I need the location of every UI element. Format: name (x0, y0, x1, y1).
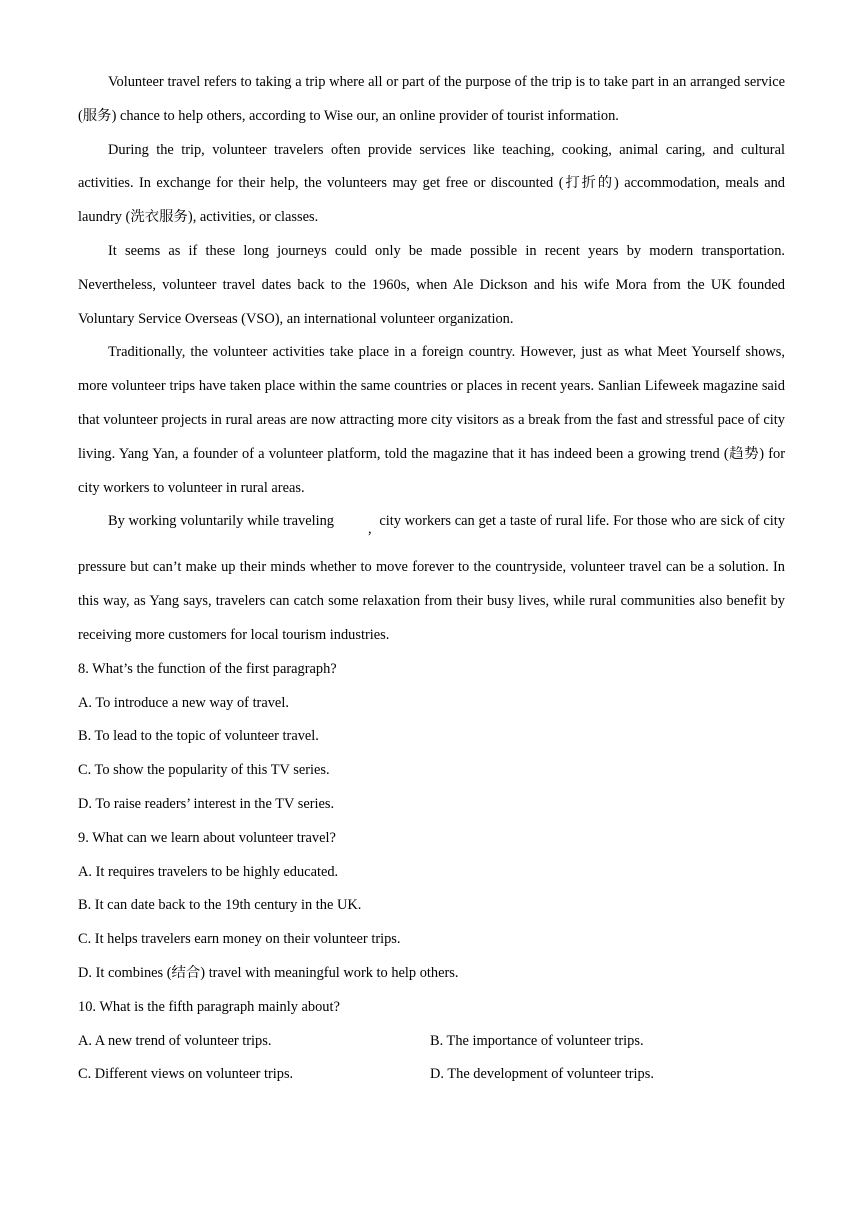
option-d: D. It combines (结合) travel with meaningful work to help others. (78, 964, 459, 981)
paragraph-5-comma: , (367, 521, 372, 538)
question-stem: 10. What is the fifth paragraph mainly about? (78, 998, 340, 1015)
option-c: C. It helps travelers earn money on their volunteer trips. (78, 931, 401, 948)
paragraph-5-rest: city workers can get a taste of rural life. For those who are sick of city pressure but can’t make up their minds whether to move forever to the countryside, volunteer travel can be a solution. In this way, as Yang says, travelers can catch some relaxation from their busy lives, while rural communities also benefit by receiving more customers for local tourism industries. (78, 513, 786, 643)
question-10 (78, 991, 785, 1092)
question-stem: 9. What can we learn about volunteer travel? (78, 829, 336, 846)
option-d: D. To raise readers’ interest in the TV series. (78, 795, 335, 812)
options-row (78, 1058, 785, 1092)
option-b: B. To lead to the topic of volunteer travel. (78, 728, 319, 745)
option-d: D. The development of volunteer trips. (430, 1066, 654, 1083)
question-9 (78, 822, 785, 991)
options-grid (78, 1025, 785, 1093)
options-row (78, 1025, 785, 1059)
exam-page (78, 66, 785, 1092)
passage-paragraph-1: Volunteer travel refers to taking a trip where all or part of the purpose of the trip is to take part in an arranged service (服务) chance to help others, according to Wise our, an online provider of tourist information. (78, 74, 785, 124)
option-a: A. A new trend of volunteer trips. (78, 1032, 272, 1049)
passage-paragraph-4: Traditionally, the volunteer activities take place in a foreign country. However, just as what Meet Yourself shows, more volunteer trips have taken place within the same countries or places in recent years. Sanlian Lifeweek magazine said that volunteer projects in rural areas are now attracting more city visitors as a break from the fast and stressful pace of city living. Yang Yan, a founder of a volunteer platform, told the magazine that it has indeed been a growing trend (趋势) for city workers to volunteer in rural areas. (78, 344, 785, 496)
passage-paragraph-3: It seems as if these long journeys could only be made possible in recent years by modern transportation. Nevertheless, volunteer travel dates back to the 1960s, when Ale Dickson and his wife Mora from the UK founded Voluntary Service Overseas (VSO), an international volunteer organization. (78, 242, 785, 327)
question-8 (78, 653, 785, 822)
option-a: A. It requires travelers to be highly educated. (78, 863, 339, 880)
question-stem: 8. What’s the function of the first paragraph? (78, 660, 337, 677)
passage-paragraph-2: During the trip, volunteer travelers often provide services like teaching, cooking, animal caring, and cultural activities. In exchange for their help, the volunteers may get free or discounted (打折的) accommodation, meals and laundry (洗衣服务), activities, or classes. (78, 141, 785, 226)
option-a: A. To introduce a new way of travel. (78, 694, 289, 711)
option-b: B. It can date back to the 19th century in the UK. (78, 897, 362, 914)
option-c: C. Different views on volunteer trips. (78, 1066, 294, 1083)
passage-paragraph-5 (78, 505, 785, 652)
option-b: B. The importance of volunteer trips. (430, 1032, 644, 1049)
option-c: C. To show the popularity of this TV series. (78, 762, 330, 779)
paragraph-5-start: By working voluntarily while traveling (108, 513, 334, 530)
